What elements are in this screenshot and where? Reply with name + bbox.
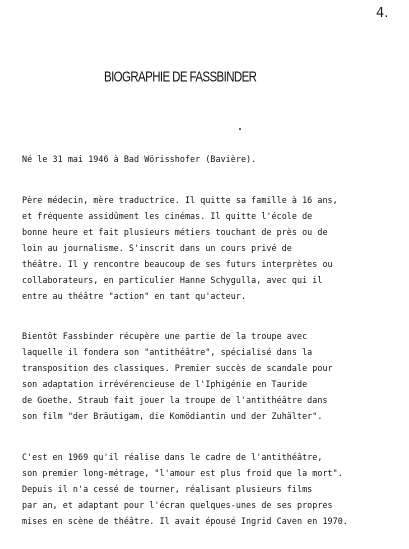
paragraph-3-line: mises en scène de théâtre. Il avait épousé Ingrid Caven en 1970. (22, 516, 348, 526)
paragraph-2-line: de Goethe. Straub fait jouer la troupe de l'antithéâtre dans (22, 395, 328, 405)
paragraph-2-line: son film "der Bräutigam, die Komödiantin und der Zuhälter". (22, 411, 323, 421)
paragraph-1-line: théâtre. Il y rencontre beaucoup de ses futurs interprètes ou (22, 259, 333, 269)
paragraph-3-line: son premier long-métrage, "l'amour est plus froid que la mort". (22, 468, 343, 478)
paragraph-3-line: par an, et adaptant pour l'écran quelques-unes de ses propres (22, 500, 333, 510)
paragraph-1-line: entre au théâtre "action" en tant qu'acteur. (22, 291, 247, 301)
paragraph-1-line: loin au journalisme. S'inscrit dans un cours privé de (22, 243, 292, 253)
paragraph-2-line: transposition des classiques. Premier succès de scandale pour (22, 363, 333, 373)
paragraph-1-line: et fréquente assidûment les cinémas. Il quitte l'école de (22, 211, 313, 221)
paragraph-2-line: laquelle il fondera son "antithéâtre", spécialisé dans la (22, 347, 313, 357)
paragraph-3-line: Depuis il n'a cessé de tourner, réalisant plusieurs films (22, 484, 313, 494)
document-title: BIOGRAPHIE DE FASSBINDER (104, 70, 257, 85)
paragraph-2-line: son adaptation irrévérencieuse de l'Iphigénie en Tauride (22, 379, 308, 389)
paragraph-1-line: collaborateurs, en particulier Hanne Schygulla, avec qui il (22, 275, 323, 285)
paragraph-3-line: C'est en 1969 qu'il réalise dans le cadre de l'antithéâtre, (22, 452, 323, 462)
paragraph-1-line: bonne heure et fait plusieurs métiers touchant de près ou de (22, 227, 328, 237)
paragraph-2-line: Bientôt Fassbinder récupère une partie de la troupe avec (22, 331, 308, 341)
birth-line: Né le 31 mai 1946 à Bad Wörisshofer (Bavière). (22, 154, 257, 164)
page-number: 4. (376, 6, 389, 21)
stray-mark (239, 128, 241, 130)
paragraph-1-line: Père médecin, mère traductrice. Il quitte sa famille à 16 ans, (22, 195, 338, 205)
